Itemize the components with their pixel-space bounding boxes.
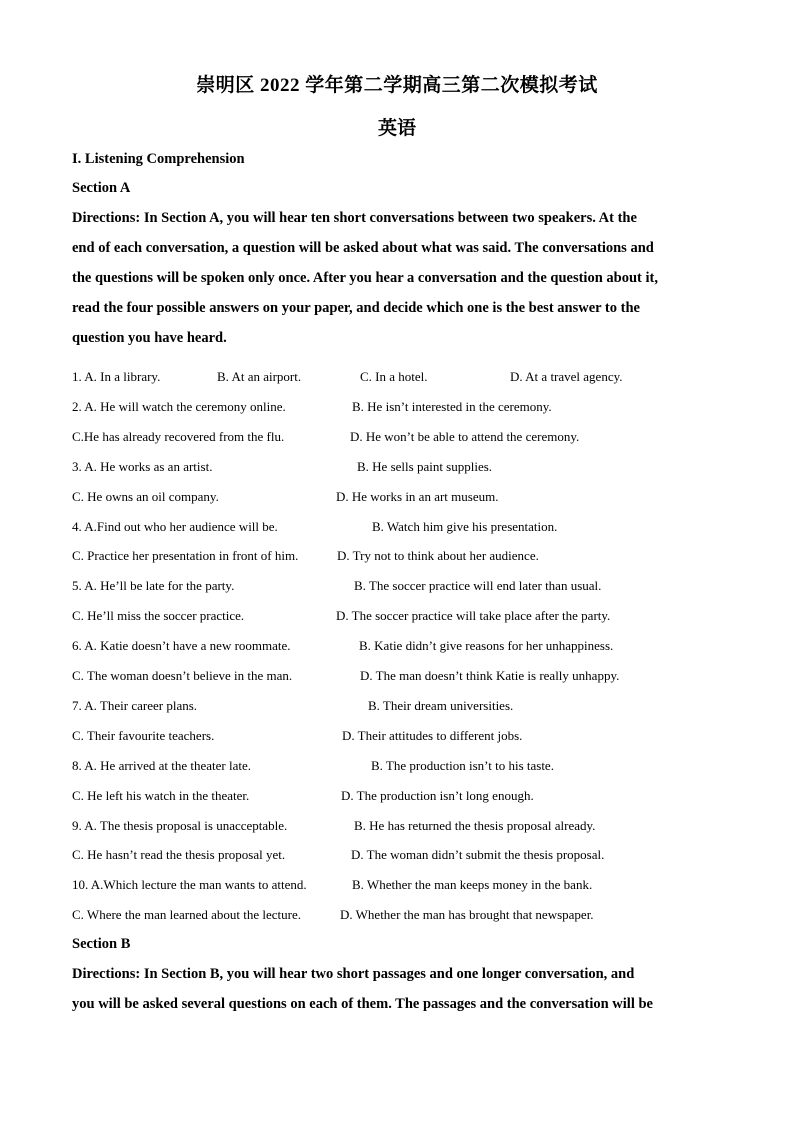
section-a-heading: Section A [72, 180, 131, 196]
answer-option: B. Whether the man keeps money in the bank. [352, 877, 593, 893]
question-option-row [0, 459, 794, 479]
directions-a-line: read the four possible answers on your paper, and decide which one is the best answer to the [72, 300, 640, 316]
answer-option: B. Their dream universities. [368, 697, 514, 713]
answer-option: D. Whether the man has brought that newspaper. [340, 907, 594, 923]
answer-option: C. Where the man learned about the lecture. [72, 907, 301, 923]
answer-option: 4. A.Find out who her audience will be. [72, 518, 278, 534]
answer-option: C. He owns an oil company. [72, 488, 219, 504]
answer-option: B. The production isn’t to his taste. [371, 757, 554, 773]
directions-b-line: you will be asked several questions on each of them. The passages and the conversation will be [72, 996, 653, 1012]
answer-option: 10. A.Which lecture the man wants to attend. [72, 877, 307, 893]
answer-option: D. Try not to think about her audience. [337, 548, 539, 564]
answer-option: D. The man doesn’t think Katie is really unhappy. [360, 668, 620, 683]
answer-option: C. He hasn’t read the thesis proposal yet. [72, 847, 286, 863]
answer-option: C. The woman doesn’t believe in the man. [72, 668, 293, 683]
answer-option: D. The soccer practice will take place after the party. [336, 608, 611, 624]
exam-title: 崇明区 2022 学年第二学期高三第二次模拟考试 [196, 75, 598, 96]
exam-subject: 英语 [377, 118, 416, 139]
answer-option: C. Their favourite teachers. [72, 727, 215, 743]
answer-option: 9. A. The thesis proposal is unacceptable. [72, 817, 288, 833]
directions-a-line: Directions: In Section A, you will hear ten short conversations between two speakers. At the [72, 210, 637, 226]
answer-option: C. In a hotel. [360, 369, 428, 384]
answer-option: C. He’ll miss the soccer practice. [72, 608, 245, 624]
answer-option: B. Watch him give his presentation. [372, 518, 558, 534]
question-option-row [0, 668, 794, 688]
answer-option: 3. A. He works as an artist. [72, 458, 213, 474]
answer-option: 6. A. Katie doesn’t have a new roommate. [72, 638, 291, 654]
section-b-heading: Section B [72, 936, 131, 952]
question-option-row [0, 548, 794, 568]
question-option-row [0, 847, 794, 867]
question-option-row [0, 907, 794, 927]
question-option-row [0, 578, 794, 598]
directions-a-line: the questions will be spoken only once. After you hear a conversation and the question about it, [72, 270, 658, 286]
answer-option: B. At an airport. [217, 369, 302, 384]
answer-option: 2. A. He will watch the ceremony online. [72, 398, 286, 414]
answer-option: C.He has already recovered from the flu. [72, 428, 285, 444]
part-heading: I. Listening Comprehension [72, 151, 245, 167]
answer-option: 1. A. In a library. [72, 369, 161, 384]
directions-b-line: Directions: In Section B, you will hear two short passages and one longer conversation, and [72, 966, 635, 982]
answer-option: D. At a travel agency. [510, 369, 623, 384]
question-option-row [0, 698, 794, 718]
question-option-row [0, 788, 794, 808]
answer-option: B. He has returned the thesis proposal already. [354, 817, 596, 833]
question-option-row [0, 638, 794, 658]
question-option-row [0, 728, 794, 748]
answer-option: B. Katie didn’t give reasons for her unhappiness. [359, 638, 614, 654]
answer-option: D. The production isn’t long enough. [341, 787, 534, 803]
question-option-row [0, 818, 794, 838]
question-option-row [0, 608, 794, 628]
directions-a-line: end of each conversation, a question will be asked about what was said. The conversations and [72, 240, 654, 256]
answer-option: 8. A. He arrived at the theater late. [72, 757, 252, 773]
question-option-row [0, 877, 794, 897]
answer-option: B. He sells paint supplies. [357, 458, 493, 474]
answer-option: C. Practice her presentation in front of him. [72, 548, 299, 564]
question-option-row [0, 489, 794, 509]
answer-option: C. He left his watch in the theater. [72, 787, 250, 803]
answer-option: D. Their attitudes to different jobs. [342, 727, 523, 743]
answer-option: 7. A. Their career plans. [72, 697, 198, 713]
answer-option: D. He works in an art museum. [336, 488, 499, 504]
question-option-row [0, 429, 794, 449]
answer-option: 5. A. He’ll be late for the party. [72, 578, 235, 594]
answer-option: D. He won’t be able to attend the ceremony. [350, 428, 580, 444]
answer-option: D. The woman didn’t submit the thesis proposal. [351, 847, 605, 863]
question-option-row [0, 758, 794, 778]
directions-a-line: question you have heard. [72, 330, 227, 346]
question-option-row [0, 399, 794, 419]
answer-option: B. He isn’t interested in the ceremony. [352, 398, 552, 414]
answer-option: B. The soccer practice will end later than usual. [354, 578, 602, 594]
question-option-row [0, 519, 794, 539]
question-option-row [0, 369, 794, 389]
